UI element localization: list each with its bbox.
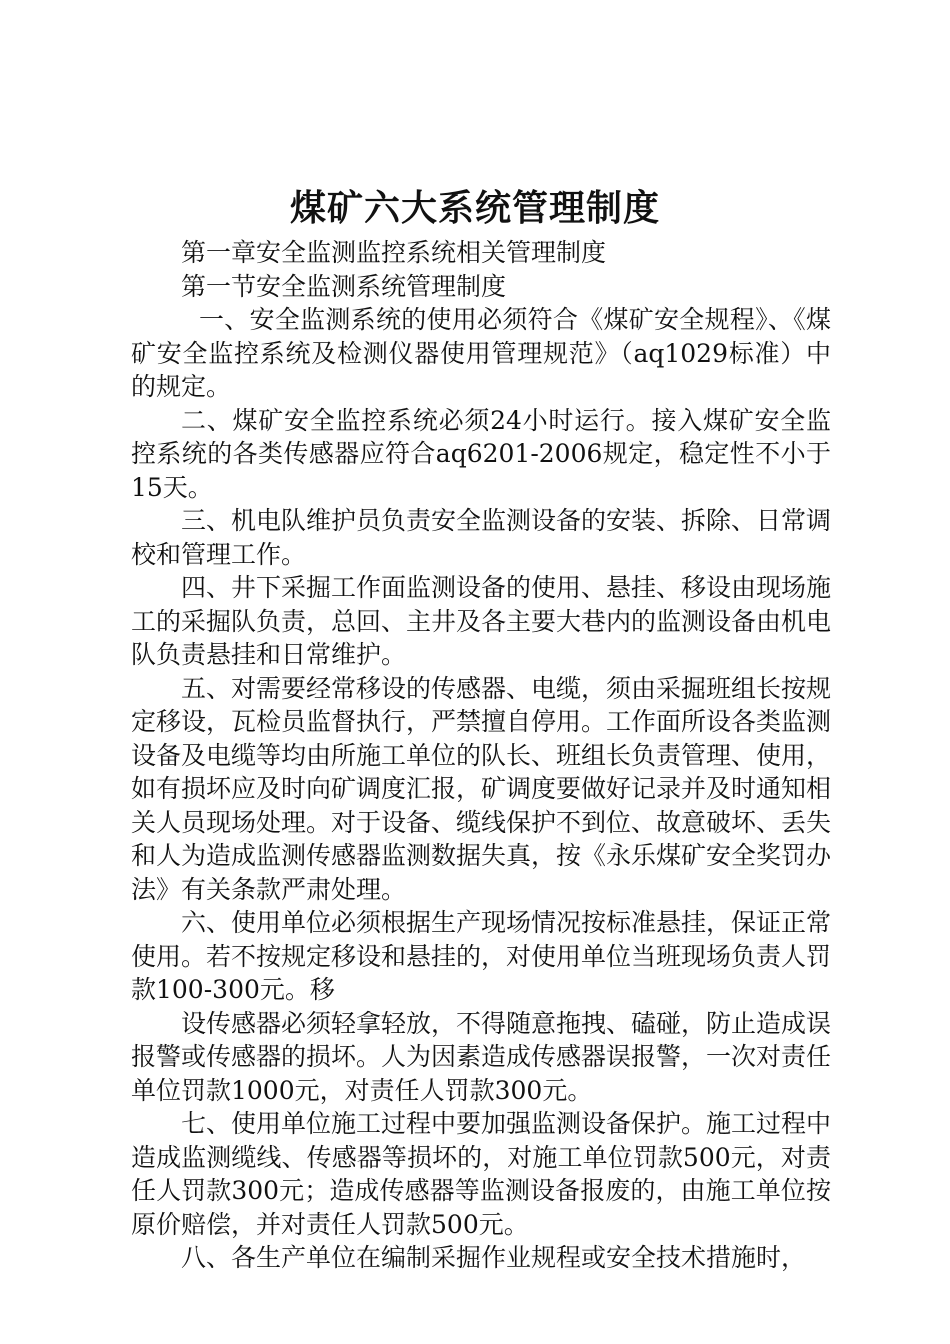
- paragraph-6-continued: 设传感器必须轻拿轻放，不得随意拖拽、磕碰，防止造成误报警或传感器的损坏。人为因素造成传感器误报警，一次对责任单位罚款1000元，对责任人罚款300元。: [131, 1008, 832, 1105]
- paragraph-8: 八、各生产单位在编制采掘作业规程或安全技术措施时，: [181, 1243, 807, 1272]
- section-heading: 第一节安全监测系统管理制度: [181, 271, 507, 301]
- document-title: 煤矿六大系统管理制度: [289, 187, 660, 229]
- document-body: [131, 236, 831, 1275]
- chapter-heading: 第一章安全监测监控系统相关管理制度: [181, 238, 607, 267]
- paragraph-2: 二、煤矿安全监控系统必须24小时运行。接入煤矿安全监控系统的各类传感器应符合aq6201-2006规定，稳定性不小于15天。: [131, 405, 831, 502]
- paragraph-5: 五、对需要经常移设的传感器、电缆，须由采掘班组长按规定移设，瓦检员监督执行，严禁擅自停用。工作面所设各类监测设备及电缆等均由所施工单位的队长、班组长负责管理、使用，如有损坏应及时向矿调度汇报，矿调度要做好记录并及时通知相关人员现场处理。对于设备、缆线保护不到位、故意破坏、丢失和人为造成监测传感器监测数据失真，按《永乐煤矿安全奖罚办法》有关条款严肃处理。: [131, 673, 832, 904]
- paragraph-1: 一、安全监测系统的使用必须符合《煤矿安全规程》、《煤矿安全监控系统及检测仪器使用管理规范》（aq1029标准）中的规定。: [131, 305, 831, 401]
- paragraph-7: 七、使用单位施工过程中要加强监测设备保护。施工过程中造成监测缆线、传感器等损坏的，对施工单位罚款500元，对责任人罚款300元；造成传感器等监测设备报废的，由施工单位按原价赔偿，并对责任人罚款500元。: [131, 1109, 832, 1239]
- paragraph-3: 三、机电队维护员负责安全监测设备的安装、拆除、日常调校和管理工作。: [131, 506, 832, 569]
- paragraph-6: 六、使用单位必须根据生产现场情况按标准悬挂，保证正常使用。若不按规定移设和悬挂的，对使用单位当班现场负责人罚款100-300元。移: [131, 908, 832, 1004]
- paragraph-4: 四、井下采掘工作面监测设备的使用、悬挂、移设由现场施工的采掘队负责，总回、主井及各主要大巷内的监测设备由机电队负责悬挂和日常维护。: [131, 573, 832, 669]
